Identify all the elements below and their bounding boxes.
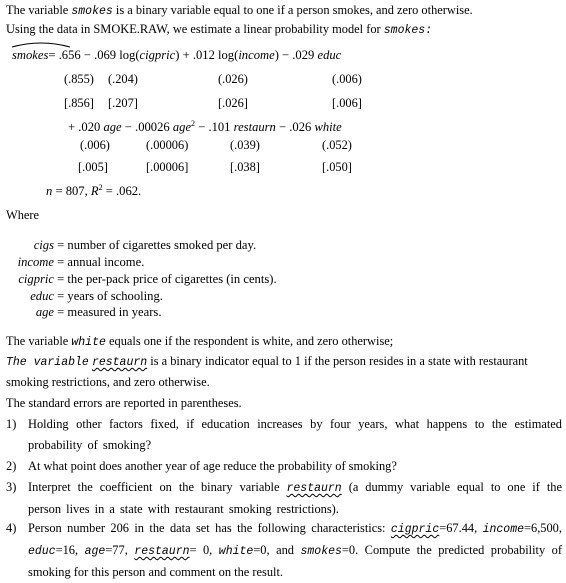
exponent: 2: [191, 119, 196, 128]
std-error: (.006): [332, 72, 362, 86]
stat-label: R: [90, 184, 99, 199]
question-3: [6, 477, 562, 520]
var-smokes: smokes:: [383, 24, 433, 37]
hat-accent-icon: [11, 42, 71, 48]
question-text: Holding other factors fixed, if education increases by four years, what happens to the estimated probability of smoking?: [28, 417, 562, 452]
var-restaurn: restaurn: [134, 545, 190, 558]
definition-educ: educ = years of schooling.: [30, 289, 163, 303]
var-white: white: [71, 336, 106, 349]
question-4: [6, 518, 562, 583]
var-educ: educ: [28, 545, 56, 558]
intro-text: The variable: [6, 3, 69, 17]
std-error: (.052): [322, 138, 352, 152]
robust-std-error: [.856]: [64, 96, 94, 110]
equation-row-2: [68, 116, 342, 135]
robust-std-error: [.050]: [322, 160, 352, 174]
equation-row-1: [12, 48, 341, 63]
std-error: (.039): [230, 138, 260, 152]
intro-line-2: [6, 22, 432, 38]
note-restaurn-cont: smoking restrictions, and zero otherwise.: [6, 375, 210, 389]
var-restaurn: restaurn: [91, 356, 148, 369]
definition-age: age = measured in years.: [35, 305, 162, 319]
equation-text: ) − .029: [274, 48, 315, 62]
equation-text: ) + .012 log(: [175, 48, 239, 62]
equation-var: age: [172, 120, 192, 135]
robust-std-error: [.207]: [108, 96, 138, 110]
var-income: income: [482, 523, 525, 536]
std-error: (.006): [80, 138, 110, 152]
robust-std-error: [.005]: [78, 160, 108, 174]
equation-lhs: smokes: [12, 48, 48, 63]
question-text: Person number 206 in the data set has the following characteristics: cigpric=67.44, income=6,500, educ=16, age=77, restaurn= 0, white=0, and smokes=0. Compute the predicted probability of smoking for this person and comment on the result.: [28, 521, 562, 579]
equation-var: income: [238, 48, 275, 62]
robust-std-error: [.00006]: [146, 160, 189, 174]
question-number: 2): [6, 459, 17, 473]
stat-value: = 807,: [55, 184, 88, 199]
intro-text: is a binary variable equal to one if a person smokes, and zero otherwise.: [115, 3, 473, 17]
where-label: Where: [6, 208, 40, 222]
var-cigpric: cigpric: [390, 523, 440, 536]
note-std-errors: The standard errors are reported in parentheses.: [6, 396, 242, 410]
question-1: [6, 414, 562, 456]
equation-text: − .026: [279, 120, 312, 135]
std-error: (.855): [64, 72, 94, 86]
equation-text: + .020: [68, 120, 101, 135]
exponent: 2: [98, 183, 103, 192]
std-error: (.026): [218, 72, 248, 86]
question-number: 4): [6, 521, 17, 535]
var-white: white: [218, 545, 254, 558]
question-number: 1): [6, 417, 17, 431]
equation-var: age: [103, 120, 122, 135]
std-error: (.00006): [146, 138, 189, 152]
equation-var: educ: [317, 48, 342, 62]
robust-std-error: [.006]: [332, 96, 362, 110]
question-2: [6, 456, 562, 477]
regression-stats: [46, 180, 141, 199]
var-smokes: smokes: [71, 5, 113, 18]
question-text: Interpret the coefficient on the binary variable restaurn (a dummy variable equal to one if the person lives in a state with restaurant smoking restrictions).: [28, 480, 562, 516]
var-restaurn: restaurn: [286, 482, 342, 495]
equation-var: cigpric: [139, 48, 176, 62]
equation-var: restaurn: [233, 120, 276, 135]
equation-text: − .00026: [124, 120, 170, 135]
stat-value: = .062.: [105, 184, 142, 199]
note-restaurn: The variable restaurn is a binary indicator equal to 1 if the person resides in a state with restaurant: [6, 354, 528, 369]
robust-std-error: [.026]: [218, 96, 248, 110]
note-white: The variable white equals one if the respondent is white, and zero otherwise;: [6, 334, 394, 349]
var-age: age: [84, 545, 106, 558]
definition-cigpric: cigpric = the per-pack price of cigarettes (in cents).: [18, 272, 277, 286]
question-text: At what point does another year of age reduce the probability of smoking?: [28, 459, 397, 473]
std-error: (.204): [108, 72, 138, 86]
definition-income: income = annual income.: [17, 255, 145, 269]
equation-text: − .101: [198, 120, 231, 135]
robust-std-error: [.038]: [230, 160, 260, 174]
definition-cigs: cigs = number of cigarettes smoked per day.: [33, 238, 257, 252]
intro-text: Using the data in SMOKE.RAW, we estimate a linear probability model for: [6, 22, 381, 36]
equation-var: white: [314, 120, 342, 135]
question-number: 3): [6, 480, 17, 494]
equation-text: = .656 − .069 log(: [48, 48, 140, 62]
var-smokes: smokes: [300, 545, 342, 558]
stat-label: n: [46, 184, 53, 199]
intro-line-1: [6, 3, 473, 19]
